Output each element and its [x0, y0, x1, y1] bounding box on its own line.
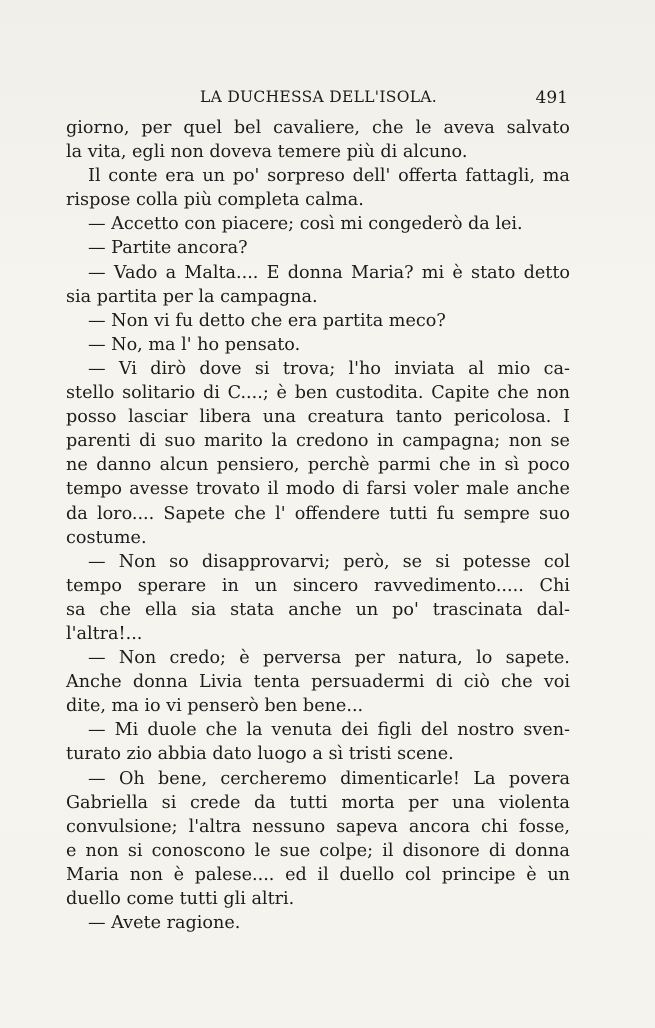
text-line: posso lasciar libera una creatura tanto pericolosa. I — [66, 407, 570, 428]
text-line: l'altra!... — [66, 623, 143, 644]
text-line: turato zio abbia dato luogo a sì tristi scene. — [66, 744, 454, 765]
text-line: — Partite ancora? — [88, 238, 248, 259]
text-line: tempo sperare in un sincero ravvedimento..... Chi — [66, 575, 570, 596]
text-line: — No, ma l' ho pensato. — [88, 334, 301, 355]
text-line: sia partita per la campagna. — [66, 286, 318, 307]
text-line: tempo avesse trovato il modo di farsi voler male anche — [66, 479, 570, 500]
text-line: ne danno alcun pensiero, perchè parmi che in sì poco — [66, 455, 570, 476]
text-line: giorno, per quel bel cavaliere, che le aveva salvato — [66, 118, 570, 138]
text-line: rispose colla più completa calma. — [66, 190, 364, 211]
running-title: LA DUCHESSA DELL'ISOLA. — [200, 88, 438, 106]
text-line: — Vi dirò dove si trova; l'ho inviata al mio ca- — [88, 358, 570, 379]
text-line: — Avete ragione. — [88, 913, 241, 934]
text-line: sa che ella sia stata anche un po' trascinata dal- — [66, 599, 570, 620]
text-line: — Non vi fu detto che era partita meco? — [88, 310, 446, 331]
text-line: costume. — [66, 527, 147, 548]
text-line: — Non credo; è perversa per natura, lo sapete. — [88, 648, 570, 669]
page-header — [66, 88, 568, 112]
text-line: — Non so disapprovarvi; però, se si potesse col — [88, 551, 570, 572]
text-line: Il conte era un po' sorpreso dell' offerta fattagli, ma — [88, 166, 570, 187]
page-number: 491 — [535, 88, 568, 108]
text-line: — Accetto con piacere; così mi congederò da lei. — [88, 214, 523, 235]
text-line: la vita, egli non doveva temere più di alcuno. — [66, 142, 468, 163]
text-line: Anche donna Livia tenta persuadermi di ciò che voi — [66, 672, 570, 693]
text-line: Gabriella si crede da tutti morta per una violenta — [66, 792, 570, 813]
text-line: convulsione; l'altra nessuno sapeva ancora chi fosse, — [66, 816, 570, 837]
text-line: — Mi duole che la venuta dei figli del nostro sven- — [88, 720, 570, 741]
text-line: — Oh bene, cercheremo dimenticarle! La povera — [88, 768, 570, 789]
text-line: stello solitario di C....; è ben custodita. Capite che non — [66, 383, 570, 404]
text-line: dite, ma io vi penserò ben bene... — [66, 696, 364, 717]
text-line: duello come tutti gli altri. — [66, 889, 295, 909]
body-text — [66, 116, 570, 935]
text-line: parenti di suo marito la credono in campagna; non se — [66, 431, 570, 452]
text-line: Maria non è palese.... ed il duello col principe è un — [66, 864, 570, 885]
text-line: — Vado a Malta.... E donna Maria? mi è stato detto — [88, 262, 570, 283]
text-line: e non si conoscono le sue colpe; il disonore di donna — [66, 840, 570, 861]
text-line: da loro.... Sapete che l' offendere tutti fu sempre suo — [66, 503, 570, 524]
